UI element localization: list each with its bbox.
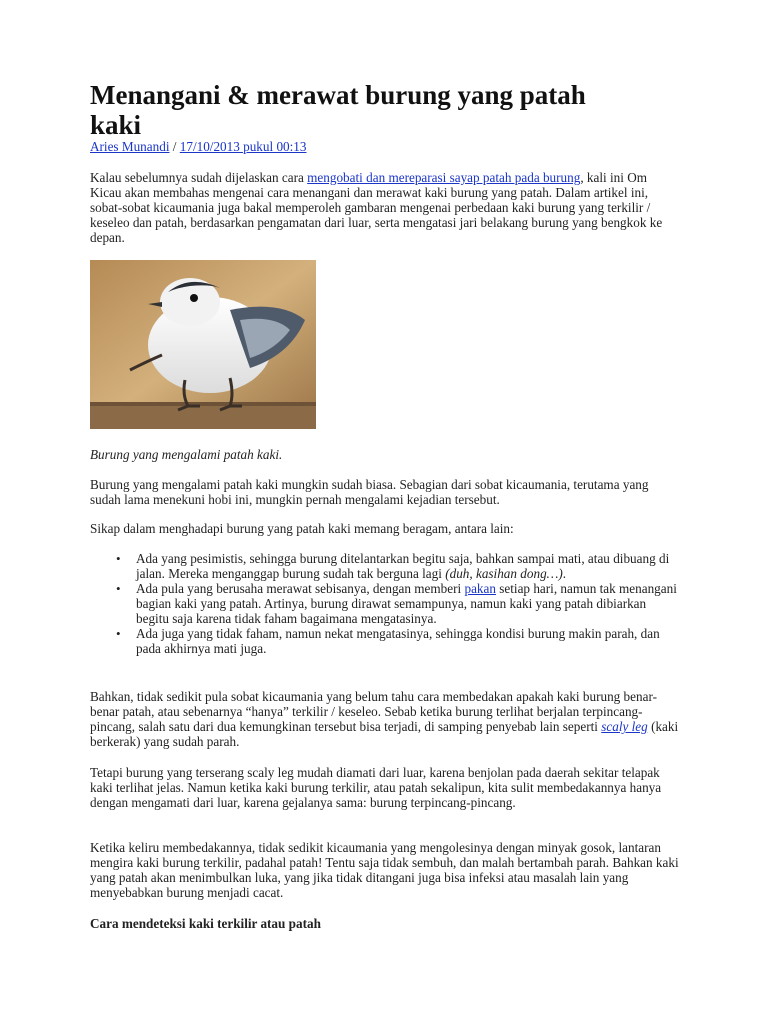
para3-text-start: Bahkan, tidak sedikit pula sobat kicaumania yang belum tahu cara membedakan apakah kaki burung benar-benar patah, atau sebenarnya “hanya” terkilir / keseleo. Sebab ketika burung terlihat berjalan terpincang-pincang, salah satu dari dua kemungkinan tersebut bisa terjadi, di samping penyebab lain seperti: [90, 689, 657, 734]
list-item: [116, 626, 680, 656]
scaly-leg-link[interactable]: [601, 719, 648, 734]
pakan-link[interactable]: pakan: [464, 581, 496, 596]
list-item-text-end: setiap hari, namun tak menangani bagian kaki yang patah. Artinya, burung dirawat semampunya, namun kaki yang patah dibiarkan begitu saja karena tidak faham bagaimana mengatasinya.: [136, 581, 677, 626]
paragraph-3: [90, 689, 680, 749]
section-subheading: Cara mendeteksi kaki terkilir atau patah: [90, 916, 321, 931]
intro-paragraph: [90, 170, 680, 245]
paragraph-5: Ketika keliru membedakannya, tidak sedikit kicaumania yang mengolesinya dengan minyak gosok, lantaran mengira kaki burung terkilir, padahal patah! Tentu saja tidak sembuh, dan malah bertambah parah. Bahkan kaki yang patah akan menimbulkan luka, yang jika tidak ditangani juga bisa infeksi atau masalah lain yang menyebabkan burung menjadi cacat.: [90, 840, 679, 900]
list-item: [116, 551, 680, 581]
list-item-text: Ada yang pesimistis, sehingga burung ditelantarkan begitu saja, bahkan sampai mati, atau dibuang di jalan. Mereka menganggap burung sudah tak berguna lagi: [136, 551, 670, 581]
list-item-text: Ada juga yang tidak faham, namun nekat mengatasinya, sehingga kondisi burung makin parah, dan pada akhirnya mati juga.: [136, 626, 660, 656]
list-item-italic: (duh, kasihan dong…): [445, 566, 563, 581]
para3-text-end: (kaki berkerak) yang sudah parah.: [90, 719, 679, 749]
list-item-text: Ada pula yang berusaha merawat sebisanya, dengan memberi: [136, 581, 465, 596]
list-item: [116, 581, 680, 626]
intro-text-end: , kali ini Om Kicau akan membahas mengenai cara menangani dan merawat kaki burung yang patah. Dalam artikel ini, sobat-sobat kicaumania juga bakal memperoleh gambaran mengenai perbedaan kaki burung yang terkilir / keseleo dan patah, berdasarkan pengamatan dari luar, serta mengatasi jari belakang burung yang bengkok ke depan.: [90, 170, 663, 245]
byline-separator: /: [169, 139, 180, 154]
byline: [90, 139, 307, 154]
intro-text-start: Kalau sebelumnya sudah dijelaskan cara: [90, 170, 308, 185]
author-link[interactable]: Aries Munandi: [90, 139, 170, 154]
bird-photo: [90, 260, 316, 429]
list-item-end: .: [562, 566, 567, 581]
paragraph-4: Tetapi burung yang terserang scaly leg mudah diamati dari luar, karena benjolan pada daerah sekitar telapak kaki terlihat jelas. Namun ketika kaki burung terkilir, atau patah sekalipun, kita sulit membedakannya hanya dengan mengamati dari luar, karena gejalanya sama: burung terpincang-pincang.: [90, 765, 662, 810]
caption-text: Burung yang mengalami patah kaki.: [90, 447, 283, 462]
bullet-icon: •: [116, 551, 121, 566]
bullet-icon: •: [116, 581, 121, 596]
wing-repair-link[interactable]: mengobati dan mereparasi sayap patah pada burung: [307, 170, 581, 185]
paragraph-2: Sikap dalam menghadapi burung yang patah kaki memang beragam, antara lain:: [90, 521, 514, 536]
scaly-leg-link-text: scaly leg: [601, 719, 648, 734]
attitudes-list: [90, 551, 680, 656]
date-link[interactable]: 17/10/2013 pukul 00:13: [179, 139, 307, 154]
bullet-icon: •: [116, 626, 121, 641]
article-title: Menangani & merawat burung yang patah kaki: [90, 80, 586, 140]
image-caption: [90, 447, 680, 462]
paragraph-1: Burung yang mengalami patah kaki mungkin sudah biasa. Sebagian dari sobat kicaumania, terutama yang sudah lama menekuni hobi ini, mungkin pernah mengalami kejadian tersebut.: [90, 477, 649, 507]
